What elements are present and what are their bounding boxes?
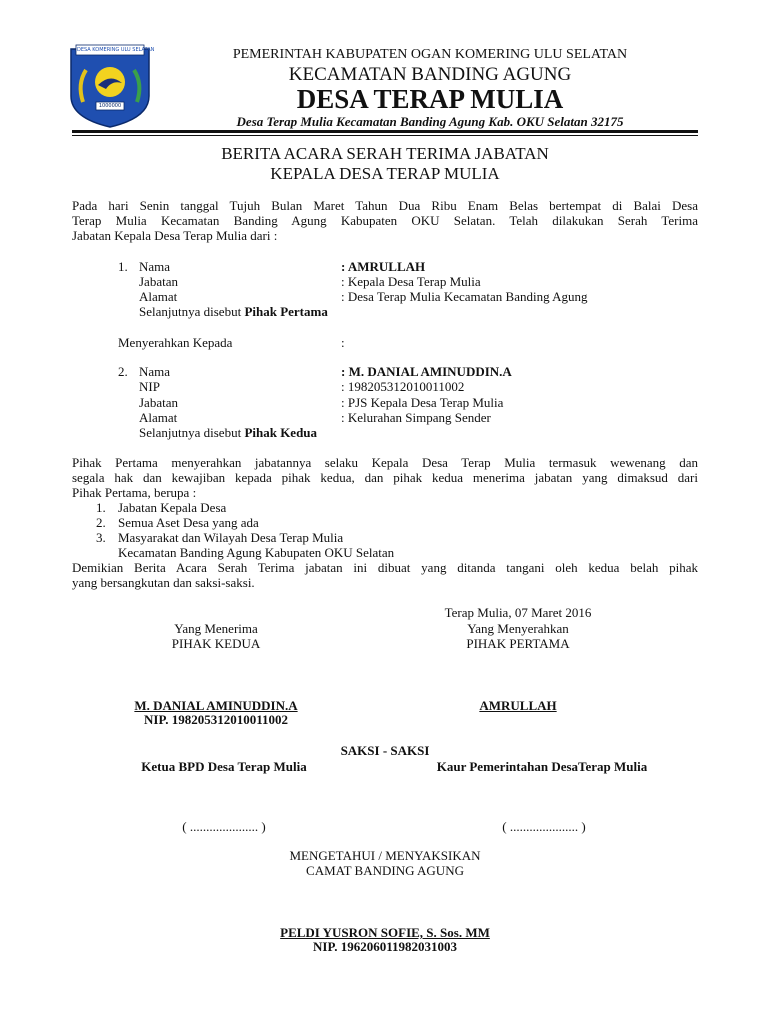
- left-signer-name-text: M. DANIAL AMINUDDIN.A: [134, 698, 298, 713]
- header-village: DESA TERAP MULIA: [296, 84, 564, 114]
- item-2-text: Semua Aset Desa yang ada: [118, 515, 259, 530]
- header-rule-thick: [72, 130, 698, 133]
- acknowledge-name-text: PELDI YUSRON SOFIE, S. Sos. MM: [280, 925, 490, 940]
- party1-position-label: Jabatan: [139, 274, 178, 289]
- item-3-number: 3.: [96, 530, 106, 545]
- party1-number: 1.: [118, 259, 128, 274]
- party1-name-label: Nama: [139, 259, 171, 274]
- closing-line2: yang bersangkutan dan saksi-saksi.: [72, 575, 255, 590]
- header-district: KECAMATAN BANDING AGUNG: [288, 64, 572, 85]
- doc-title-line2: KEPALA DESA TERAP MULIA: [270, 164, 500, 183]
- handover-label: Menyerahkan Kepada: [118, 335, 233, 350]
- intro-line3: Jabatan Kepala Desa Terap Mulia dari :: [72, 228, 278, 243]
- intro-line2: Terap Mulia Kecamatan Banding Agung Kabupaten OKU Selatan. Telah dilakukan Serah Terima: [72, 213, 698, 228]
- party2-address-label: Alamat: [139, 410, 178, 425]
- witness-right-role: Kaur Pemerintahan DesaTerap Mulia: [436, 759, 648, 774]
- header-government: PEMERINTAH KABUPATEN OGAN KOMERING ULU SELATAN: [232, 47, 628, 62]
- right-signer-party: PIHAK PERTAMA: [466, 636, 570, 651]
- party1-address-label: Alamat: [139, 289, 178, 304]
- party2-nip-value: : 198205312010011002: [341, 379, 465, 394]
- right-signer-role: Yang Menyerahkan: [467, 621, 569, 636]
- acknowledge-line2: CAMAT BANDING AGUNG: [306, 863, 464, 878]
- right-signer-name: [398, 697, 638, 715]
- closing-line1: Demikian Berita Acara Serah Terima jabatan ini dibuat yang ditanda tangani oleh kedua belah pihak: [72, 560, 698, 575]
- party2-position-label: Jabatan: [139, 395, 178, 410]
- party1-referred-prefix: Selanjutnya disebut: [139, 304, 245, 319]
- party1-position-value: : Kepala Desa Terap Mulia: [341, 274, 481, 289]
- party1-referred: [139, 304, 328, 319]
- item-1-text: Jabatan Kepala Desa: [118, 500, 227, 515]
- regency-logo: [68, 42, 155, 128]
- witness-title: SAKSI - SAKSI: [340, 743, 430, 758]
- body-line2: segala hak dan kewajiban kepada pihak kedua, dan pihak kedua menerima jabatan yang dimaksud dari: [72, 470, 698, 485]
- place-date: Terap Mulia, 07 Maret 2016: [444, 605, 592, 620]
- left-signer-party: PIHAK KEDUA: [171, 636, 261, 651]
- party1-address-value: : Desa Terap Mulia Kecamatan Banding Agung: [341, 289, 588, 304]
- body-line1: Pihak Pertama menyerahkan jabatannya selaku Kepala Desa Terap Mulia termasuk wewenang dan: [72, 455, 698, 470]
- party1-referred-as: Pihak Pertama: [244, 304, 328, 319]
- party2-nip-label: NIP: [139, 379, 160, 394]
- logo-ribbon-text: DESA KOMERING ULU SELATAN: [77, 47, 155, 53]
- left-signer-role: Yang Menerima: [174, 621, 258, 636]
- party1-name-value: : AMRULLAH: [341, 259, 426, 274]
- item-2-number: 2.: [96, 515, 106, 530]
- intro-line1: Pada hari Senin tanggal Tujuh Bulan Maret Tahun Dua Ribu Enam Belas bertempat di Balai Desa: [72, 198, 698, 213]
- party2-name-value: : M. DANIAL AMINUDDIN.A: [341, 364, 512, 379]
- item-3-continuation: Kecamatan Banding Agung Kabupaten OKU Selatan: [118, 545, 395, 560]
- witness-left-signature: ( ..................... ): [182, 819, 266, 834]
- logo-plaque-text: 1000000: [98, 103, 122, 109]
- header-rule-thin: [72, 135, 698, 136]
- left-signer-nip: NIP. 198205312010011002: [144, 712, 288, 727]
- acknowledge-line1: MENGETAHUI / MENYAKSIKAN: [289, 848, 481, 863]
- witness-right-signature: ( ..................... ): [502, 819, 586, 834]
- acknowledge-nip: NIP. 196206011982031003: [313, 939, 457, 954]
- party2-number: 2.: [118, 364, 128, 379]
- body-line3: Pihak Pertama, berupa :: [72, 485, 197, 500]
- item-3-text: Masyarakat dan Wilayah Desa Terap Mulia: [118, 530, 344, 545]
- party2-referred-prefix: Selanjutnya disebut: [139, 425, 245, 440]
- right-signer-name-text: AMRULLAH: [479, 698, 557, 713]
- witness-left-role: Ketua BPD Desa Terap Mulia: [141, 759, 307, 774]
- party2-position-value: : PJS Kepala Desa Terap Mulia: [341, 395, 504, 410]
- party2-referred-as: Pihak Kedua: [244, 425, 318, 440]
- party2-name-label: Nama: [139, 364, 171, 379]
- party2-address-value: : Kelurahan Simpang Sender: [341, 410, 491, 425]
- handover-colon: :: [341, 335, 345, 350]
- item-1-number: 1.: [96, 500, 106, 515]
- doc-title-line1: BERITA ACARA SERAH TERIMA JABATAN: [221, 144, 549, 163]
- party2-referred: [139, 425, 317, 440]
- header-address: Desa Terap Mulia Kecamatan Banding Agung Kab. OKU Selatan 32175: [236, 114, 624, 129]
